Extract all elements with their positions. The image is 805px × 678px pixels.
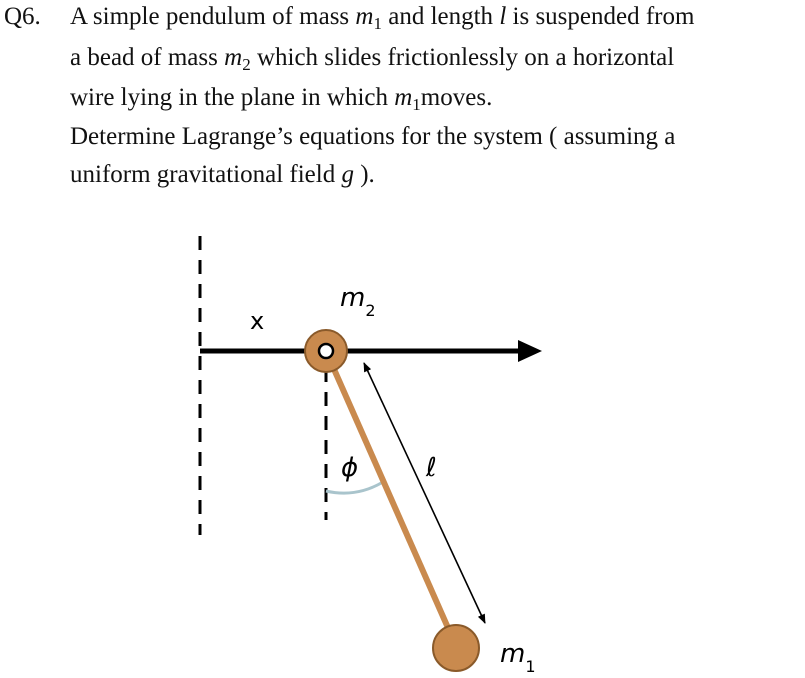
bob-mass-label: $m_1$ bbox=[500, 639, 536, 676]
text-segment: wire lying in the plane in which bbox=[70, 84, 395, 111]
text-segment: is suspended from bbox=[506, 3, 695, 30]
text-segment: ). bbox=[353, 161, 375, 188]
angle-arc bbox=[326, 482, 383, 493]
bob-mass-m1 bbox=[433, 625, 479, 671]
math-variable: $m_1$ bbox=[394, 84, 421, 114]
text-segment: Determine Lagrange’s equations for the system ( assuming a bbox=[70, 123, 676, 150]
angle-label: ϕ bbox=[341, 453, 359, 483]
text-segment: moves. bbox=[420, 84, 493, 111]
text-segment: and length bbox=[381, 3, 500, 30]
math-variable: l bbox=[499, 3, 507, 30]
math-variable: $m_1$ bbox=[355, 3, 382, 33]
text-segment: uniform gravitational field bbox=[70, 161, 342, 188]
bead-mass-label: $m_2$ bbox=[340, 283, 376, 320]
x-label: x bbox=[250, 307, 265, 335]
question-number: Q6. bbox=[4, 3, 41, 30]
bead-hole bbox=[319, 344, 333, 358]
text-segment: A simple pendulum of mass bbox=[70, 3, 356, 30]
text-segment: which slides frictionlessly on a horizontal bbox=[250, 44, 675, 71]
math-variable: $m_2$ bbox=[224, 44, 251, 74]
math-variable: g bbox=[341, 161, 354, 188]
wire-arrowhead-icon bbox=[518, 340, 542, 362]
text-segment: a bead of mass bbox=[70, 44, 225, 71]
length-double-arrow bbox=[364, 363, 485, 623]
pendulum-rod bbox=[326, 351, 456, 646]
length-label: ℓ bbox=[426, 453, 437, 483]
